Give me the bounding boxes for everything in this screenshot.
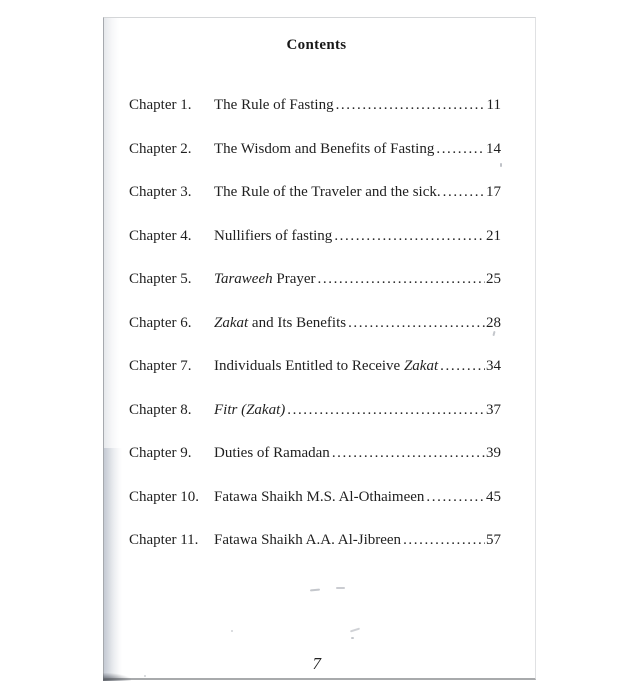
toc-title-segment: and Its Benefits (248, 314, 347, 331)
toc-title-segment: Prayer (272, 271, 316, 287)
toc-row (129, 315, 501, 331)
toc-row-page: 34 (486, 358, 501, 374)
toc-row-chapter: Chapter 2. (129, 140, 192, 157)
toc-title-segment: Duties of Ramadan (214, 445, 330, 461)
toc-row-dot-leader (332, 445, 485, 461)
toc-row (129, 141, 501, 157)
scan-speck (336, 587, 345, 589)
toc-row-dot-leader (334, 228, 485, 244)
toc-row-page: 25 (486, 271, 501, 287)
toc-list (129, 97, 501, 576)
scan-speck (350, 628, 360, 633)
toc-row-title (214, 141, 434, 157)
page-binding-shadow (104, 18, 119, 678)
toc-row-dot-leader (443, 184, 485, 200)
toc-row-chapter: Chapter 10. (129, 488, 199, 505)
toc-row-dot-leader (336, 97, 486, 113)
toc-row-title (214, 402, 285, 418)
toc-row-chapter: Chapter 5. (129, 271, 192, 287)
toc-title-italic-segment: Zakat (214, 314, 249, 331)
scan-speck (144, 675, 146, 677)
toc-row (129, 228, 501, 244)
toc-row-dot-leader (426, 489, 485, 505)
toc-row-page: 11 (486, 97, 501, 113)
toc-row-title (214, 228, 332, 244)
toc-row-dot-leader (440, 358, 485, 374)
toc-row-title (214, 532, 401, 548)
toc-row-page: 45 (486, 488, 501, 505)
page-corner-smudge (103, 673, 131, 681)
toc-row-chapter: Chapter 7. (129, 358, 192, 374)
toc-row (129, 97, 501, 113)
toc-title-italic-segment: Zakat (403, 358, 439, 374)
toc-title-italic-segment: Fitr (Zakat) (214, 401, 286, 418)
toc-title-segment: Fatawa Shaikh M.S. Al-Othaimeen (214, 488, 425, 505)
toc-row (129, 445, 501, 461)
toc-row-dot-leader (348, 315, 485, 331)
toc-row-chapter: Chapter 3. (129, 184, 192, 200)
scan-speck (351, 637, 354, 639)
toc-row (129, 358, 501, 374)
toc-row-chapter: Chapter 9. (129, 445, 192, 461)
toc-row (129, 271, 501, 287)
toc-row (129, 184, 501, 200)
toc-title-segment: The Rule of Fasting (214, 97, 334, 113)
toc-row-title (214, 271, 316, 287)
toc-row-title (214, 445, 330, 461)
toc-row-title (214, 97, 334, 113)
scan-speck (310, 588, 320, 591)
toc-row-dot-leader (287, 402, 485, 418)
toc-row-title (214, 184, 441, 200)
toc-row-chapter: Chapter 4. (129, 227, 192, 244)
toc-row-page: 17 (486, 184, 501, 200)
toc-row-page: 28 (486, 314, 501, 331)
toc-row-page: 39 (486, 445, 501, 461)
toc-title-segment: The Rule of the Traveler and the sick. (214, 184, 441, 200)
toc-row-chapter: Chapter 11. (129, 532, 199, 548)
toc-row (129, 402, 501, 418)
toc-row-page: 37 (486, 401, 501, 418)
toc-row-title (214, 358, 438, 374)
toc-row-title (214, 489, 424, 505)
toc-row-dot-leader (436, 141, 485, 157)
toc-row (129, 532, 501, 548)
scan-speck (231, 630, 233, 632)
toc-title-segment: Nullifiers of fasting (214, 227, 333, 244)
toc-row-dot-leader (403, 532, 485, 548)
toc-row-page: 21 (486, 227, 501, 244)
toc-title-segment: Fatawa Shaikh A.A. Al-Jibreen (214, 532, 402, 548)
toc-title-italic-segment: Taraweeh (214, 271, 273, 287)
toc-row-page: 57 (486, 532, 501, 548)
page-number: 7 (312, 654, 321, 673)
toc-row-chapter: Chapter 8. (129, 401, 192, 418)
toc-row-dot-leader (318, 271, 485, 287)
page-binding-shadow-lower (104, 448, 122, 678)
toc-title-segment: The Wisdom and Benefits of Fasting (214, 140, 435, 157)
toc-row-title (214, 315, 346, 331)
toc-row-page: 14 (486, 140, 501, 157)
toc-row-chapter: Chapter 6. (129, 314, 192, 331)
toc-row-chapter: Chapter 1. (129, 97, 192, 113)
toc-title-segment: Individuals Entitled to Receive (214, 358, 404, 374)
toc-row (129, 489, 501, 505)
scanned-page (103, 17, 536, 680)
page-title: Contents (286, 37, 347, 53)
